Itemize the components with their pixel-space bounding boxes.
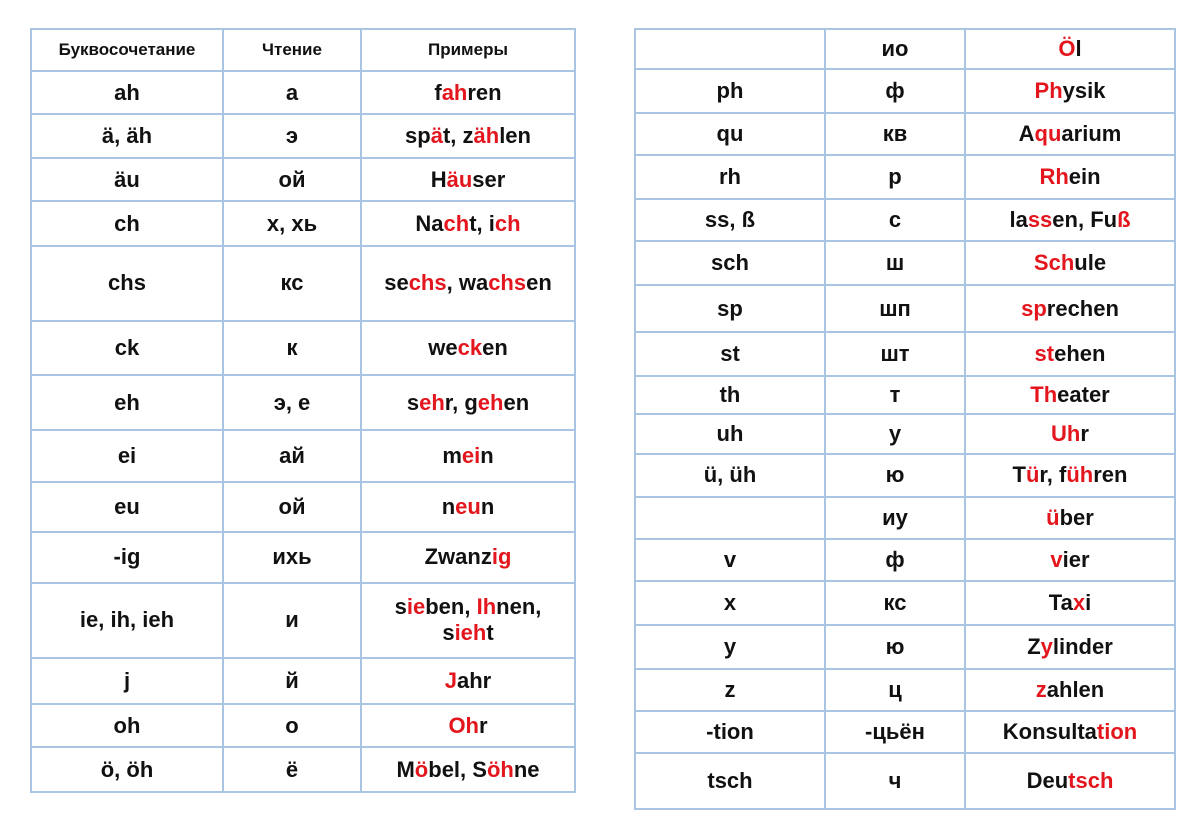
highlighted-letters: chs [488,270,527,296]
example [361,158,575,201]
letter-combination: j [31,658,223,704]
highlighted-letters: ü [1025,462,1040,488]
highlighted-letters: ig [491,544,512,570]
example [361,246,575,321]
example [361,583,575,659]
example [361,532,575,583]
example-text: ahlen [1046,676,1105,702]
highlighted-letters: eu [455,494,481,520]
example-text: , wa [446,270,489,296]
letter-combination: rh [635,155,825,199]
highlighted-letters: üh [1066,462,1094,488]
highlighted-letters: Ih [476,594,497,620]
example [965,497,1175,539]
example [965,29,1175,69]
letter-combination: oh [31,704,223,747]
example [965,285,1175,332]
example-text: ahr [457,668,492,694]
table-row [635,376,1175,414]
table-row [635,454,1175,496]
example-text: ren [1093,462,1128,488]
example-text: t, i [469,210,495,236]
highlighted-letters: ah [441,79,468,105]
example-text: ne [513,756,540,782]
table-row [31,430,575,483]
reading: ф [825,69,965,113]
example-text: sp [405,123,431,149]
highlighted-letters: ch [443,210,470,236]
letter-combination: tsch [635,753,825,809]
example [965,454,1175,496]
letter-combination: th [635,376,825,414]
example-text: A [1018,121,1035,147]
table-row [635,332,1175,376]
reading: ай [223,430,361,483]
example-text: ysik [1062,78,1106,104]
reading: -цьён [825,711,965,753]
example-text: l [1075,36,1082,62]
example-text: en [526,270,552,296]
table-row [31,583,575,659]
table-row [635,414,1175,454]
highlighted-letters: v [1050,546,1063,572]
table-row [31,532,575,583]
letter-combination: uh [635,414,825,454]
table-row [635,29,1175,69]
example-text: f [434,79,442,105]
example [361,658,575,704]
table-row [31,482,575,532]
example-text: Z [1027,633,1041,659]
example-text: bel, S [428,756,487,782]
table-row [635,285,1175,332]
example [361,71,575,114]
highlighted-letters: tion [1096,718,1138,744]
letter-combination: ck [31,321,223,376]
reading: т [825,376,965,414]
example [361,482,575,532]
example [361,114,575,157]
letter-combination: ä, äh [31,114,223,157]
example [361,704,575,747]
table-row [31,375,575,430]
highlighted-letters: ä [430,123,443,149]
example-text: eater [1057,382,1110,408]
reading: ц [825,669,965,711]
header-row [31,29,575,71]
reading: ихь [223,532,361,583]
example [965,113,1175,155]
letter-combination: ah [31,71,223,114]
letter-combination: ie, ih, ieh [31,583,223,659]
example-text: r [479,712,488,738]
example-text: r, g [444,389,478,415]
reading: шт [825,332,965,376]
highlighted-letters: Ö [1058,36,1076,62]
example [965,241,1175,285]
example-text: en [482,335,508,361]
highlighted-letters: z [1035,676,1047,702]
example-text: ren [467,79,502,105]
example-text: M [396,756,415,782]
highlighted-letters: Sch [1033,250,1075,276]
example-text: s [442,620,455,646]
reading: э [223,114,361,157]
table-row [635,199,1175,241]
highlighted-letters: Rh [1039,164,1069,190]
highlighted-letters: ieh [454,620,487,646]
letter-combination: eh [31,375,223,430]
example-text: s [406,389,420,415]
example-text: t [486,620,494,646]
example-text: we [428,335,458,361]
example [965,753,1175,809]
example [965,414,1175,454]
letter-combination: v [635,539,825,581]
reading: э, е [223,375,361,430]
example [361,321,575,376]
example-text: ser [472,166,506,192]
letter-combination: x [635,581,825,625]
reading: х, хь [223,201,361,245]
reading: р [825,155,965,199]
highlighted-letters: ö [414,756,429,782]
table-row [635,625,1175,669]
example-text: H [430,166,447,192]
table-row [31,158,575,201]
example [965,199,1175,241]
reading: ч [825,753,965,809]
table-row [635,669,1175,711]
left-phonetics-table [30,28,576,793]
example-text: Na [415,210,444,236]
highlighted-letters: Oh [448,712,479,738]
table-row [31,114,575,157]
letter-combination: st [635,332,825,376]
table-row [31,201,575,245]
highlighted-letters: äu [446,166,473,192]
highlighted-letters: qu [1034,121,1062,147]
highlighted-letters: x [1072,589,1086,615]
example-text: Deu [1026,767,1069,793]
example [965,155,1175,199]
letter-combination: z [635,669,825,711]
example-text: se [384,270,409,296]
highlighted-letters: ch [494,210,521,236]
example [965,332,1175,376]
example-text: Ta [1048,589,1073,615]
table-row [635,241,1175,285]
example-text: ule [1074,250,1107,276]
example-text: ein [1068,164,1101,190]
highlighted-letters: eh [477,389,504,415]
example [965,539,1175,581]
example-text: ben, [425,594,477,620]
reading: шп [825,285,965,332]
reading: а [223,71,361,114]
example-text: linder [1052,633,1113,659]
letter-combination: ei [31,430,223,483]
example-text: n [480,494,495,520]
letter-combination [635,29,825,69]
example [361,201,575,245]
reading: ю [825,454,965,496]
example-text: la [1009,207,1028,233]
table-row [635,711,1175,753]
highlighted-letters: ck [457,335,483,361]
reading: к [223,321,361,376]
example [965,711,1175,753]
highlighted-letters: tsch [1068,767,1114,793]
example-text: len [499,123,531,149]
example [965,69,1175,113]
table-row [31,321,575,376]
reading: кв [825,113,965,155]
example-text: rechen [1046,295,1119,321]
right-phonetics-table [634,28,1176,810]
table-row [635,581,1175,625]
table-row [31,658,575,704]
column-header-combination: Буквосочетание [31,29,223,71]
table-row [635,497,1175,539]
example-text: arium [1061,121,1122,147]
reading: с [825,199,965,241]
letter-combination: ö, öh [31,747,223,792]
column-header-reading: Чтение [223,29,361,71]
highlighted-letters: ß [1117,207,1131,233]
example-text: ber [1059,504,1094,530]
highlighted-letters: Th [1030,382,1058,408]
example [965,581,1175,625]
example [965,625,1175,669]
letter-combination: eu [31,482,223,532]
letter-combination: chs [31,246,223,321]
highlighted-letters: ss [1027,207,1053,233]
example-text: Konsulta [1002,718,1097,744]
reading: иу [825,497,965,539]
letter-combination: qu [635,113,825,155]
highlighted-letters: ei [461,443,481,469]
letter-combination: y [635,625,825,669]
reading: ио [825,29,965,69]
letter-combination: ch [31,201,223,245]
table-row [31,747,575,792]
reading: кс [825,581,965,625]
example-text: n [480,443,494,469]
highlighted-letters: Ph [1034,78,1063,104]
letter-combination: sp [635,285,825,332]
example [965,669,1175,711]
example-text: i [1085,589,1092,615]
table-row [31,704,575,747]
example-text: ier [1062,546,1090,572]
table-row [635,155,1175,199]
table-row [635,113,1175,155]
reading: й [223,658,361,704]
highlighted-letters: chs [408,270,447,296]
letter-combination: ss, ß [635,199,825,241]
letter-combination: ü, üh [635,454,825,496]
example-text: Zwanz [424,544,492,570]
highlighted-letters: Uh [1051,421,1081,447]
reading: ф [825,539,965,581]
reading: ё [223,747,361,792]
example-text: r, f [1039,462,1067,488]
table-row [635,539,1175,581]
reading: о [223,704,361,747]
letter-combination: sch [635,241,825,285]
reading: ш [825,241,965,285]
table-row [635,753,1175,809]
highlighted-letters: ü [1046,504,1060,530]
reading: ю [825,625,965,669]
table-row [31,246,575,321]
highlighted-letters: äh [473,123,500,149]
example-text: n [441,494,456,520]
highlighted-letters: y [1040,633,1053,659]
table-row [31,71,575,114]
highlighted-letters: ie [406,594,426,620]
reading: кс [223,246,361,321]
example [965,376,1175,414]
letter-combination: -tion [635,711,825,753]
column-header-examples: Примеры [361,29,575,71]
reading: ой [223,482,361,532]
example-text: t, z [442,123,474,149]
example-text: en [503,389,530,415]
example [361,747,575,792]
example-text: nen, [496,594,542,620]
letter-combination [635,497,825,539]
highlighted-letters: sp [1021,295,1047,321]
example [361,375,575,430]
table-row [635,69,1175,113]
letter-combination: äu [31,158,223,201]
highlighted-letters: st [1034,341,1055,367]
example-text: s [394,594,407,620]
reading: ой [223,158,361,201]
letter-combination: ph [635,69,825,113]
highlighted-letters: eh [419,389,445,415]
reading: и [223,583,361,659]
highlighted-letters: J [444,668,457,694]
example-text: r [1080,421,1089,447]
example [361,430,575,483]
example-text: ehen [1054,341,1106,367]
letter-combination: -ig [31,532,223,583]
example-text: en, Fu [1052,207,1118,233]
highlighted-letters: öh [486,756,514,782]
example-text: m [442,443,462,469]
example-text: T [1012,462,1026,488]
reading: у [825,414,965,454]
